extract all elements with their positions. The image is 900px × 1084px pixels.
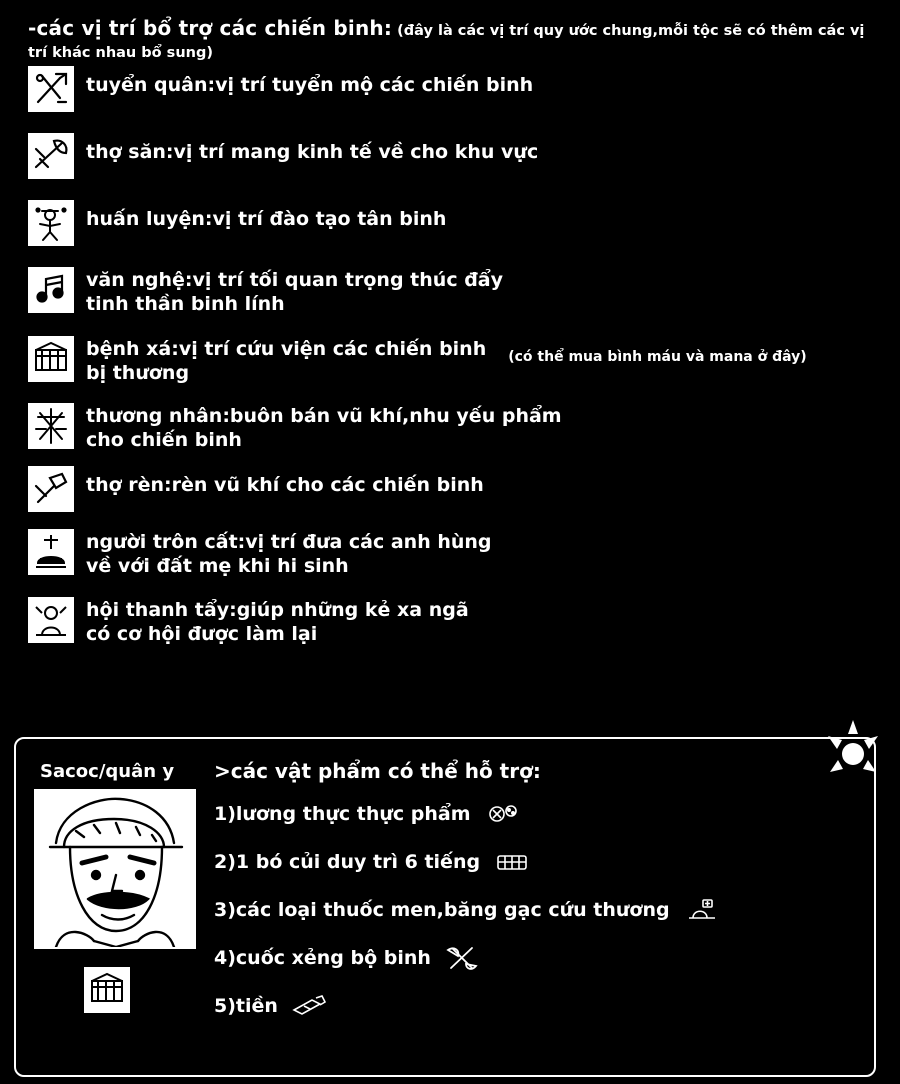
list-item (214, 897, 854, 923)
role-label-line2: cho chiến binh (86, 428, 242, 451)
page-title: -các vị trí bổ trợ các chiến binh: (28, 16, 393, 40)
list-item (214, 849, 854, 875)
item-label: 2)1 bó củi duy trì 6 tiếng (214, 851, 481, 873)
role-label: thợ săn:vị trí mang kinh tế về cho khu vực (86, 141, 539, 163)
list-item (28, 133, 888, 190)
role-note: (có thể mua bình máu và mana ở đây) (508, 349, 807, 365)
header (28, 16, 878, 63)
role-label: hội thanh tẩy:giúp những kẻ xa ngã (86, 599, 469, 621)
list-item-text (86, 267, 503, 317)
infirmary-icon (84, 967, 130, 1013)
medicine-icon (684, 897, 720, 923)
infirmary-icon (28, 336, 74, 382)
role-label: thương nhân:buôn bán vũ khí,nhu yếu phẩm (86, 405, 562, 427)
role-label: huấn luyện:vị trí đào tạo tân binh (86, 208, 447, 230)
list-item (214, 801, 854, 827)
item-label: 3)các loại thuốc men,băng gạc cứu thương (214, 899, 670, 921)
list-item (214, 993, 854, 1019)
medic-portrait (34, 789, 196, 949)
role-label-line2: có cơ hội được làm lại (86, 622, 318, 645)
item-label: 5)tiền (214, 995, 278, 1017)
list-item (214, 945, 854, 971)
food-icon (485, 801, 521, 827)
list-item-text (86, 403, 562, 453)
merchant-icon (28, 403, 74, 449)
list-item (28, 336, 888, 393)
list-item-text (86, 466, 484, 498)
list-item (28, 466, 888, 519)
hunter-icon (28, 133, 74, 179)
list-item (28, 200, 888, 257)
list-item (28, 529, 888, 587)
role-label-line2: tinh thần binh lính (86, 292, 285, 315)
items-title: >các vật phẩm có thể hỗ trợ: (214, 759, 541, 783)
list-item (28, 597, 888, 655)
item-label: 4)cuốc xẻng bộ binh (214, 947, 431, 969)
list-item-text (86, 200, 446, 232)
recruit-icon (28, 66, 74, 112)
role-label-line2: bị thương (86, 361, 190, 384)
purge-icon (28, 597, 74, 643)
blacksmith-icon (28, 466, 74, 512)
role-label-line2: về với đất mẹ khi hi sinh (86, 554, 349, 577)
role-list (28, 66, 888, 665)
list-item-text (86, 66, 533, 98)
list-item (28, 66, 888, 123)
header-note: (đây là các vị trí quy ước chung,mỗi tộc sẽ có thêm các vị trí khác nhau bổ sung) (28, 23, 865, 61)
list-item-text (86, 336, 486, 386)
music-icon (28, 267, 74, 313)
firewood-icon (494, 849, 530, 875)
money-icon (292, 993, 328, 1019)
panel-label: Sacoc/quân y (40, 761, 175, 782)
list-item-text (86, 597, 469, 647)
role-label: người trôn cất:vị trí đưa các anh hùng (86, 531, 492, 553)
shovel-pick-icon (445, 945, 481, 971)
role-label: bệnh xá:vị trí cứu viện các chiến binh (86, 338, 487, 360)
role-label: thợ rèn:rèn vũ khí cho các chiến binh (86, 474, 484, 496)
burial-icon (28, 529, 74, 575)
support-items-panel (14, 737, 876, 1077)
list-item (28, 267, 888, 326)
list-item (28, 403, 888, 456)
role-label: tuyển quân:vị trí tuyển mộ các chiến binh (86, 74, 534, 96)
list-item-text (86, 529, 492, 579)
role-label: văn nghệ:vị trí tối quan trọng thúc đẩy (86, 269, 503, 291)
item-label: 1)lương thực thực phẩm (214, 803, 471, 825)
items-list (214, 759, 854, 1041)
training-icon (28, 200, 74, 246)
list-item-text (86, 133, 538, 165)
